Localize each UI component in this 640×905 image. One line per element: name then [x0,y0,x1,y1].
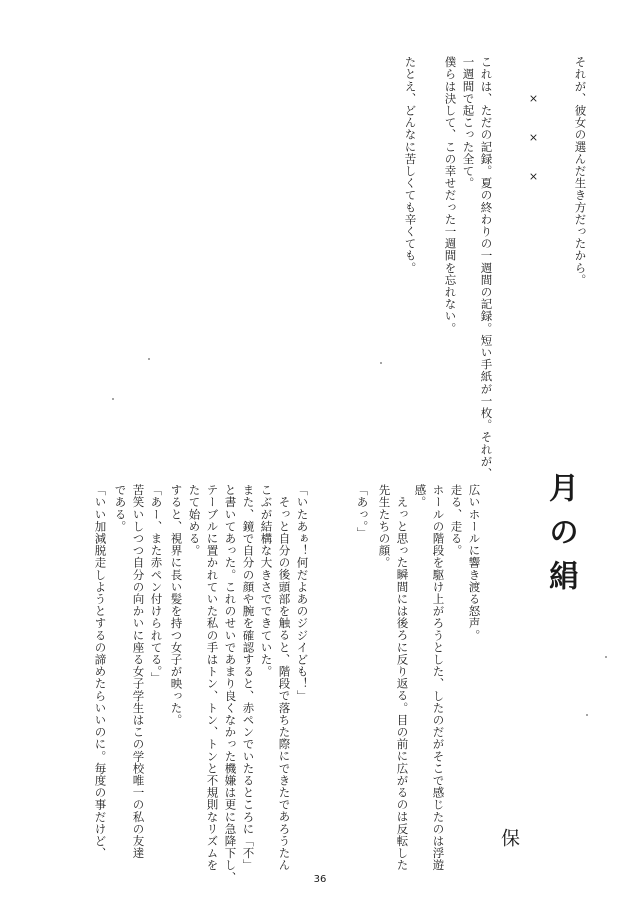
story-line-18: である。 [113,484,128,533]
story-line-19: 「いい加減脱走しようとするの諦めたらいいのに。毎度の事だけど、 [93,484,108,860]
top-line-3: 一週間で起こった全て。 [461,56,476,190]
story-line-4: 感。 [413,484,428,509]
top-line-2: これは、ただの記録。夏の終わりの一週間の記録。短い手紙が一枚。それが、 [479,56,494,480]
story-line-3: ホールの階段を駆け上がろうとした、したのだがそこで感じたのは浮遊 [431,484,446,872]
scan-speck [112,398,114,400]
story-line-2: 走る、走る。 [449,484,464,557]
story-line-6: 先生たちの顔。 [377,484,392,569]
page-number: 36 [313,874,327,885]
scan-speck [605,656,607,658]
story-line-7: 「あっ。」 [355,484,370,539]
section-separator: ××× [527,92,540,209]
story-line-12: と書いてあった。これのせいであまり良くなかった機嫌は更に急降下し、 [223,484,238,884]
story-line-11: また、鏡で自分の顔や腕を確認すると、赤ペンでいたるところに「不」 [241,484,256,872]
story-line-10: こぶが結構な大きさでできていた。 [259,484,274,678]
story-title: 月の絹 [543,472,578,604]
scan-speck [586,714,588,716]
story-author: 保 [498,828,520,847]
story-line-15: すると、視界に長い髪を持つ女子が映った。 [169,484,184,726]
story-line-13: テーブルに置かれていた私の手はトン、トン、トンと不規則なリズムを [205,484,220,872]
top-line-4: 僕らは決して、この幸せだった一週間を忘れない。 [443,56,458,335]
scan-speck [380,362,382,364]
story-line-9: そっと自分の後頭部を触ると、階段で落ちた際にできたであろうたん [277,496,292,872]
scan-speck [148,358,150,360]
story-line-5: えっと思った瞬間には後ろに反り返る。目の前に広がるのは反転した [395,496,410,872]
story-line-1: 広いホールに響き渡る怒声。 [467,484,482,642]
story-line-8: 「いたあぁ！何だよあのジジイども！」 [295,484,310,702]
top-line-1: それが、彼女の選んだ生き方だったから。 [573,56,588,286]
top-line-5: たとえ、どんなに苦しくても辛くても。 [403,56,418,274]
story-line-16: 「あー、また赤ペン付けられてる。」 [149,484,164,684]
story-line-14: たて始める。 [187,484,202,557]
story-line-17: 苦笑いしつつ自分の向かいに座る女子学生はこの学校唯一の私の友達 [131,484,146,860]
